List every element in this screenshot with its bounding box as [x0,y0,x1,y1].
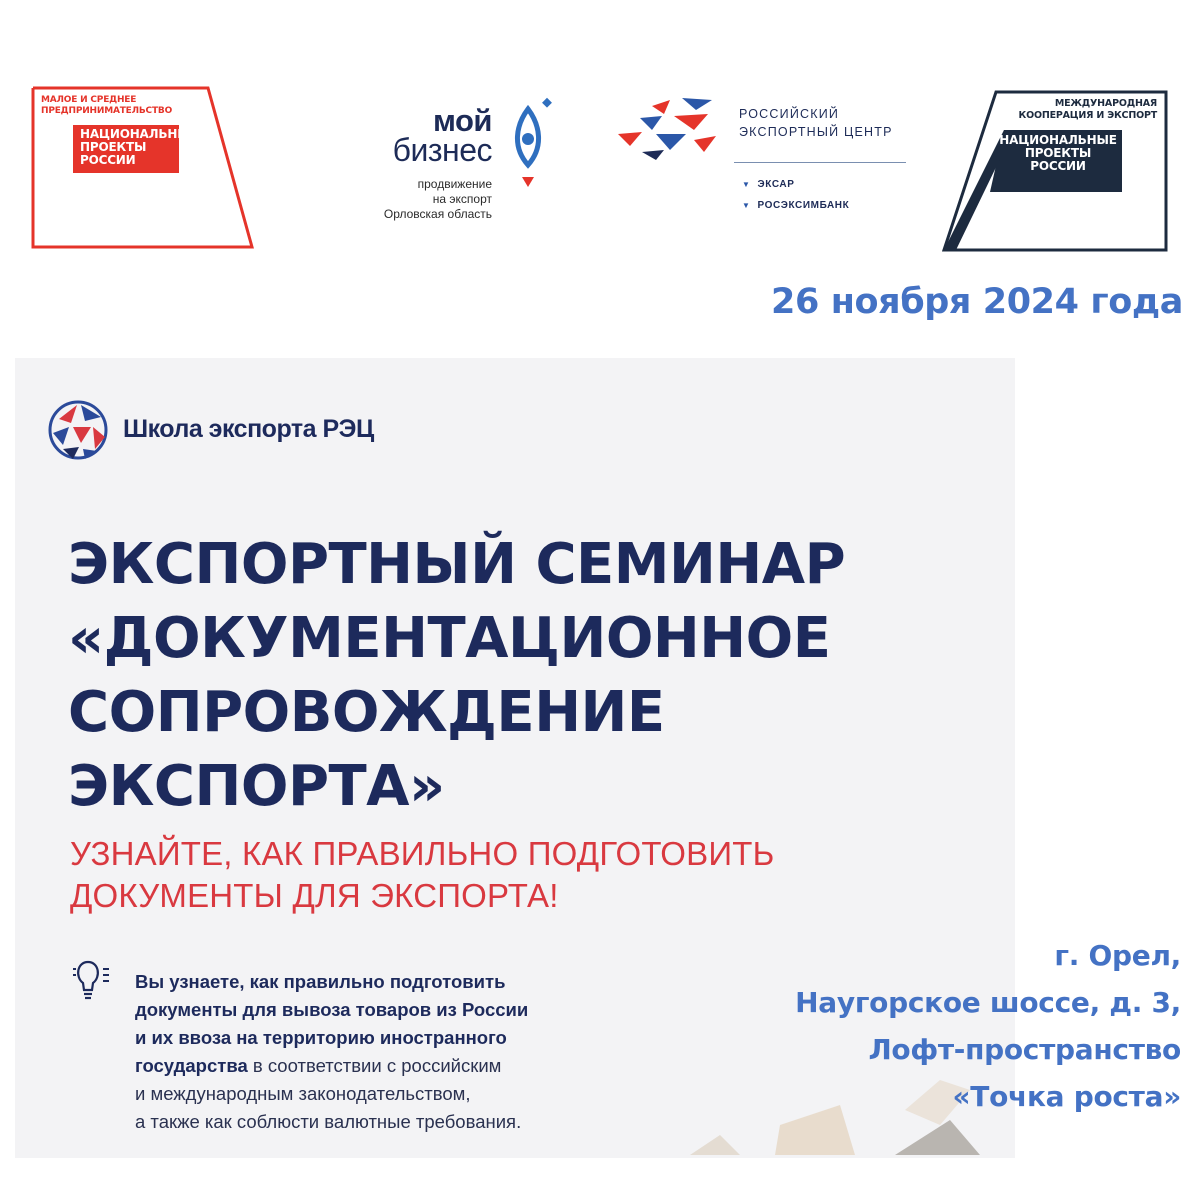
address-line: Наугорское шоссе, д. 3, [795,986,1181,1019]
moi-biznes-word2: бизнес [392,132,492,168]
address-line: «Точка роста» [952,1080,1181,1113]
seminar-title-line: ЭКСПОРТА» [68,754,445,819]
rec-school-emblem-icon [45,397,111,463]
lightbulb-icon [73,957,123,1003]
rec-title: РОССИЙСКИЙ ЭКСПОРТНЫЙ ЦЕНТР [739,107,893,139]
roseximbank-label: ▼ РОСЭКСИМБАНК [742,195,849,216]
exiar-label: ▼ ЭКСАР [742,174,849,195]
national-projects-sme-logo [30,85,255,252]
national-projects-badge-text: НАЦИОНАЛЬНЫЕ ПРОЕКТЫ РОССИИ [80,127,198,167]
export-cooperation-label: МЕЖДУНАРОДНАЯ КООПЕРАЦИЯ И ЭКСПОРТ [1018,98,1157,121]
seminar-subtitle-line: УЗНАЙТЕ, КАК ПРАВИЛЬНО ПОДГОТОВИТЬ [70,835,775,872]
rec-subsidiaries [742,174,849,216]
rec-logo [612,92,912,222]
address-line: Лофт-пространство [868,1033,1181,1066]
description-line-rest: в соответствии с российским [247,1055,502,1076]
seminar-description [135,968,695,1136]
event-address [795,932,1181,1120]
event-date: 26 ноября 2024 года [771,282,1183,322]
seminar-subtitle-line: ДОКУМЕНТЫ ДЛЯ ЭКСПОРТА! [70,877,559,914]
description-line: и международным законодательством, [135,1083,471,1104]
moi-biznes-word1: мой [432,103,492,138]
sme-label: МАЛОЕ И СРЕДНЕЕ ПРЕДПРИНИМАТЕЛЬСТВО [41,95,173,116]
moi-biznes-subtitle: продвижение на экспорт Орловская область [383,177,492,221]
rocket-icon [506,95,566,195]
rec-emblem-icon [612,94,727,164]
description-line: Вы узнаете, как правильно подготовить [135,971,506,992]
description-line: и их ввоза на территорию иностранного [135,1027,507,1048]
description-line: документы для вывоза товаров из России [135,999,529,1020]
seminar-title-line: «ДОКУМЕНТАЦИОННОЕ [68,606,831,671]
national-projects-badge-text: НАЦИОНАЛЬНЫЕ ПРОЕКТЫ РОССИИ [999,133,1117,173]
seminar-subtitle [70,833,970,917]
seminar-title [68,528,968,824]
description-line: а также как соблюсти валютные требования. [135,1111,522,1132]
seminar-title-line: СОПРОВОЖДЕНИЕ [68,680,665,745]
seminar-title-line: ЭКСПОРТНЫЙ СЕМИНАР [68,532,846,597]
school-name: Школа экспорта РЭЦ [123,415,374,443]
national-projects-export-logo [942,90,1170,253]
rec-divider [734,162,906,163]
address-line: г. Орел, [1054,939,1181,972]
description-line: государства [135,1055,248,1076]
moi-biznes-logo [330,95,570,245]
rec-school-logo [45,400,465,462]
